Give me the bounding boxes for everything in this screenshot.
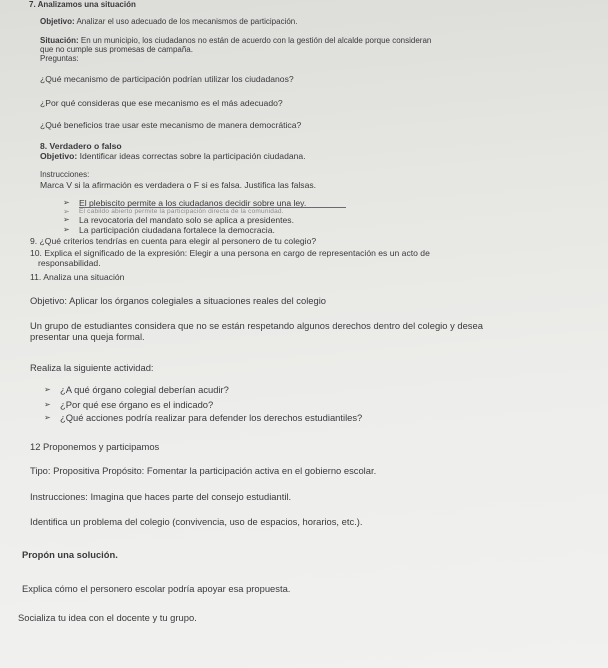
section-12-instructions: Instrucciones: Imagina que haces parte del consejo estudiantil. xyxy=(30,491,292,502)
section-12-explain: Explica cómo el personero escolar podría apoyar esa propuesta. xyxy=(22,583,291,594)
section-7-objective xyxy=(40,17,297,27)
section-12-socialize: Socializa tu idea con el docente y tu grupo. xyxy=(18,612,197,623)
situation-label: Situación: xyxy=(40,36,79,45)
section-11-situation-continued: presentar una queja formal. xyxy=(30,331,145,342)
section-8-heading: 8. Verdadero o falso xyxy=(40,141,122,151)
statement-item: ➢ El plebiscito permite a los ciudadanos decidir sobre una ley. xyxy=(79,198,306,208)
section-12-type: Tipo: Propositiva Propósito: Fomentar la participación activa en el gobierno escolar. xyxy=(30,465,377,476)
questions-label: Preguntas: xyxy=(40,54,79,63)
section-11-situation: Un grupo de estudiantes considera que no se están respetando algunos derechos dentro del colegio y desea xyxy=(30,320,483,331)
section-11-objective: Objetivo: Aplicar los órganos colegiales a situaciones reales del colegio xyxy=(30,295,327,306)
instructions-label: Instrucciones: xyxy=(40,170,90,179)
instructions-text: Marca V si la afirmación es verdadera o F si es falsa. Justifica las falsas. xyxy=(40,180,317,190)
statement-item: ➢ El cabildo abierto permite la participación directa de la comunidad. xyxy=(79,207,284,217)
objective-text: Identificar ideas correctas sobre la participación ciudadana. xyxy=(79,151,306,161)
statement-item: ➢ La revocatoria del mandato solo se aplica a presidentes. xyxy=(79,215,294,225)
objective-text: Analizar el uso adecuado de los mecanismos de participación. xyxy=(76,17,298,26)
section-7-question: ¿Qué beneficios trae usar este mecanismo de manera democrática? xyxy=(40,120,302,130)
section-7-heading: 7. Analizamos una situación xyxy=(29,0,136,9)
section-7-question: ¿Qué mecanismo de participación podrían utilizar los ciudadanos? xyxy=(40,74,294,84)
section-12-identify: Identifica un problema del colegio (convivencia, uso de espacios, horarios, etc.). xyxy=(30,516,363,527)
section-12-heading: 12 Proponemos y participamos xyxy=(30,441,160,452)
objective-label: Objetivo: xyxy=(40,151,78,161)
situation-line-1: En un municipio, los ciudadanos no están de acuerdo con la gestión del alcalde porque consideran xyxy=(80,36,432,45)
section-11-question: ➢ ¿Qué acciones podría realizar para defender los derechos estudiantiles? xyxy=(60,412,362,423)
item-10: 10. Explica el significado de la expresión: Elegir a una persona en cargo de representación es un acto de xyxy=(30,248,430,258)
section-12-proposal: Propón una solución. xyxy=(22,549,118,560)
item-10-continued: responsabilidad. xyxy=(38,258,101,268)
section-8-objective xyxy=(40,151,306,161)
section-11-heading: 11. Analiza una situación xyxy=(30,272,125,282)
item-9: 9. ¿Qué criterios tendrías en cuenta para elegir al personero de tu colegio? xyxy=(30,236,317,246)
section-11-activity: Realiza la siguiente actividad: xyxy=(30,362,154,373)
objective-label: Objetivo: xyxy=(40,17,75,26)
section-11-question: ➢ ¿Por qué ese órgano es el indicado? xyxy=(60,399,213,410)
section-11-question: ➢ ¿A qué órgano colegial deberían acudir? xyxy=(60,384,229,395)
situation-line-2: que no cumple sus promesas de campaña. xyxy=(40,45,193,54)
statement-item: ➢ La participación ciudadana fortalece la democracia. xyxy=(79,225,275,235)
section-7-question: ¿Por qué consideras que ese mecanismo es el más adecuado? xyxy=(40,98,283,108)
